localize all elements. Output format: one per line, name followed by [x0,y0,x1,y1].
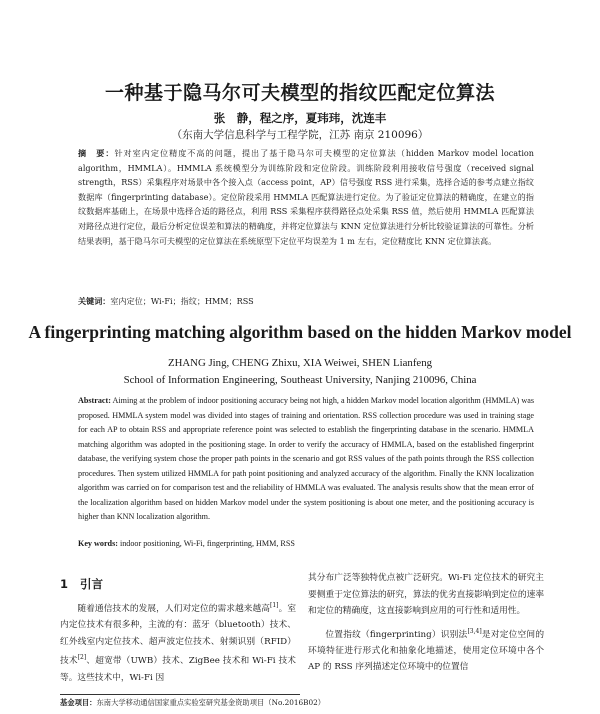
english-keywords-text: indoor positioning, Wi-Fi, fingerprinting, HMM, RSS [119,539,295,548]
section-title: 引言 [80,577,104,591]
chinese-authors: 张 静，程之序，夏玮玮，沈连丰 [213,111,387,125]
chinese-abstract-text: 针对室内定位精度不高的问题，提出了基于隐马尔可夫模型的定位算法（hidden Markov model location algorithm，HMMLA）。HMMLA 系统模型分为训练阶段和定位阶段。训练阶段利用接收信号强度（received signal strength，RSS）采集程序对场景中各个接入点（access point，AP）信号强度 RSS 进行采集，选择合适的参考点建立指纹数据库（fingerprinting database）。定位阶段采用 HMMLA 匹配算法进行定位。为了验证定位算法的精确度，在建立的指纹数据库基础上，在场景中选择合适的路径点，利用 RSS 采集程序获得路径点处采集 RSS 值，然后使用 HMMLA 匹配算法对路径点进行定位，最后分析定位误差和算法的精确度，并将定位算法与 KNN 定位算法进行分析比较验证算法的可靠性。分析结果表明，基于隐马尔可夫模型的定位算法在系统原型下定位平均误差为 1 m 左右，定位精度比 KNN 定位算法高。 [78,148,534,246]
citation: [1] [270,602,279,609]
body-paragraph: 其分布广泛等独特优点被广泛研究。Wi-Fi 定位技术的研究主要侧重于定位算法的研究，算法的优劣直接影响到定位的速率和定位的精确度，这直接影响到应用的可行性和适用性。 [308,573,544,616]
body-right-column [308,570,544,676]
english-affiliation: School of Information Engineering, Southeast University, Nanjing 210096, China [123,374,477,386]
chinese-title: 一种基于隐马尔可夫模型的指纹匹配定位算法 [104,82,495,104]
english-keywords [78,539,534,548]
section-heading [60,576,103,592]
english-abstract [78,394,534,525]
footnote-divider [60,694,300,695]
citation: [3,4] [467,627,482,635]
english-title: A fingerprinting matching algorithm based on the hidden Markov model [28,322,572,342]
english-abstract-label: Abstract: [78,396,111,405]
chinese-keywords [78,296,534,307]
chinese-abstract-label: 摘 要： [78,148,115,158]
footnote-label: 基金项目： [60,698,97,707]
body-left-column [60,598,296,686]
footnote [60,698,560,708]
footnote-text: 东南大学移动通信国家重点实验室研究基金资助项目（No.2016B02） [96,698,326,707]
body-paragraph: 位置指纹（fingerprinting）识别法[3,4]是对定位空间的环境特征进行形式化和抽象化地描述，使用定位环境中各个 AP 的 RSS 序列描述定位环境中的位置信 [308,627,545,673]
english-authors: ZHANG Jing, CHENG Zhixu, XIA Weiwei, SHEN Lianfeng [167,357,433,369]
chinese-keywords-label: 关键词： [78,296,111,306]
section-number: 1 [60,577,69,591]
chinese-affiliation: （东南大学信息科学与工程学院，江苏 南京 210096） [171,129,429,141]
chinese-keywords-text: 室内定位；Wi-Fi；指纹；HMM；RSS [110,296,254,306]
chinese-abstract [78,146,534,248]
citation: [2] [77,654,87,662]
english-abstract-text: Aiming at the problem of indoor positioning accuracy being not high, a hidden Markov model location algorithm (HMMLA) was proposed. HMMLA system model was divided into stages of training and orientation. RSS collection procedure was used in training stage for each AP to obtain RSS and appropriate reference point was selected to establish the fingerprinting database in the scenario. HMMLA matching algorithm was adopted in the positioning stage. In order to verify the accuracy of HMMLA, based on the established fingerprint database, the verifying system chose the proper path points in the scenario and got RSS values of the path points through the RSS collection procedures. Then system utilized HMMLA for path point positioning and analyzed accuracy of the algorithm. Finally the KNN localization algorithm was carried on for comparison test and the reliability of HMMLA was evaluated. The analysis results show that the mean error of the localization algorithm based on hidden Markov model under the system positioning is about one meter, and the positioning accuracy is higher than KNN localization algorithm. [78,396,534,522]
body-paragraph: 随着通信技术的发展，人们对定位的需求越来越高[1]。室内定位技术有很多种，主流的有：蓝牙（bluetooth）技术、红外线室内定位技术、超声波定位技术、射频识别（RFID）技术[2]、超宽带（UWB）技术、ZigBee 技术和 Wi-Fi 技术等。这些技术中，Wi-Fi 因 [60,602,297,683]
english-keywords-label: Key words: [78,539,118,548]
